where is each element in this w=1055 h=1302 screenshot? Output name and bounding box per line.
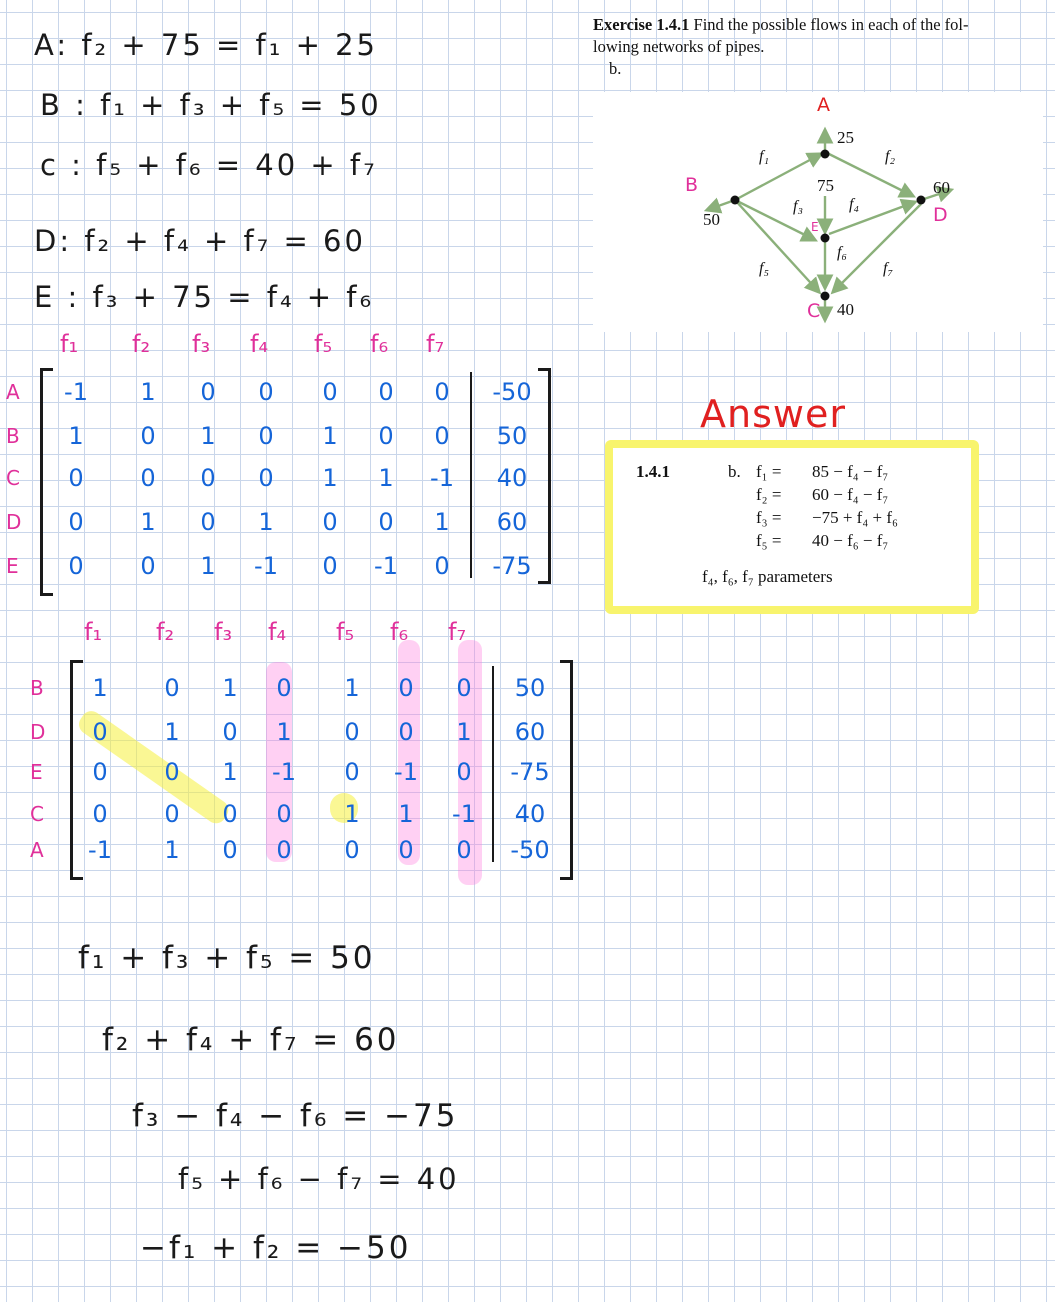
- matrix2-row-label-b: B: [30, 676, 44, 700]
- matrix1-row-label-b: B: [6, 424, 20, 448]
- answer-part: b.: [728, 462, 741, 481]
- matrix1-cell: 0: [140, 422, 156, 450]
- matrix2-cell: 1: [344, 674, 360, 702]
- matrix1-cell: 0: [258, 378, 274, 406]
- matrix2-cell: 0: [164, 674, 180, 702]
- bottom-equation-3: f₃ − f₄ − f₆ = −75: [132, 1098, 459, 1134]
- matrix2-cell: 0: [398, 836, 414, 864]
- matrix2-right-bracket: [560, 660, 573, 880]
- node-label-b: B: [685, 174, 699, 196]
- matrix2-cell: 1: [398, 800, 414, 828]
- node-label-e: E: [811, 220, 819, 234]
- matrix2-cell: 1: [164, 718, 180, 746]
- matrix2-cell: 0: [164, 758, 180, 786]
- matrix1-cell: -1: [374, 552, 398, 580]
- bottom-equation-1: f₁ + f₃ + f₅ = 50: [78, 940, 376, 976]
- pipe-f2: [829, 154, 913, 196]
- network-svg: [593, 92, 1043, 332]
- matrix1-cell: 0: [140, 552, 156, 580]
- node-c: [821, 292, 830, 301]
- matrix1-cell: 0: [258, 422, 274, 450]
- matrix2-cell: 0: [398, 674, 414, 702]
- matrix1-row-label-a: A: [6, 380, 20, 404]
- matrix2-row-label-e: E: [30, 760, 43, 784]
- matrix1-cell: 0: [378, 378, 394, 406]
- matrix2-rhs-cell: 40: [514, 800, 546, 828]
- matrix2-cell: 1: [92, 674, 108, 702]
- answer-heading: Answer: [700, 392, 846, 436]
- equation-node-a: A: f₂ + 75 = f₁ + 25: [34, 28, 378, 62]
- equation-node-c: c : f₅ + f₆ = 40 + f₇: [40, 148, 378, 182]
- edge-label-f5: f₅: [759, 260, 770, 277]
- matrix2-header-f7: f₇: [448, 618, 467, 646]
- exercise-text-line1: Find the possible flows in each of the fol-: [693, 15, 969, 34]
- answer-parameters: f₄, f₆, f₇ parameters: [702, 567, 833, 586]
- matrix2-row-label-a: A: [30, 838, 44, 862]
- matrix2-cell: -1: [452, 800, 476, 828]
- pipe-f5: [735, 200, 819, 292]
- matrix1-cell: 0: [140, 464, 156, 492]
- node-d: [917, 196, 926, 205]
- matrix2-header-f4: f₄: [268, 618, 287, 646]
- matrix2-cell: 1: [222, 758, 238, 786]
- matrix1-cell: -1: [430, 464, 454, 492]
- answer-line-rhs: 85 − f₄ − f₇: [812, 462, 889, 481]
- matrix1-header-f4: f₄: [250, 330, 269, 358]
- matrix2-cell: 0: [456, 758, 472, 786]
- matrix1-cell: 1: [322, 422, 338, 450]
- pipe-f4: [829, 202, 915, 234]
- matrix2-cell: 0: [222, 800, 238, 828]
- pipe-f1: [735, 154, 821, 200]
- node-label-a: A: [817, 94, 830, 116]
- matrix2-cell: 0: [92, 758, 108, 786]
- matrix2-cell: 0: [398, 718, 414, 746]
- equation-node-d: D: f₂ + f₄ + f₇ = 60: [34, 224, 366, 258]
- flow-25: 25: [837, 128, 854, 147]
- matrix2-header-f2: f₂: [156, 618, 175, 646]
- matrix1-header-f6: f₆: [370, 330, 389, 358]
- equation-node-e: E : f₃ + 75 = f₄ + f₆: [34, 280, 375, 314]
- matrix2-rhs-cell: 60: [514, 718, 546, 746]
- answer-line-lhs: f₅ =: [756, 531, 782, 550]
- matrix1-cell: 0: [68, 508, 84, 536]
- matrix1-row-label-d: D: [6, 510, 22, 534]
- matrix1-cell: 0: [200, 464, 216, 492]
- matrix2-cell: -1: [394, 758, 418, 786]
- exercise-heading: Exercise 1.4.1: [593, 15, 690, 34]
- matrix1-rhs-cell: -75: [492, 552, 532, 580]
- matrix1-cell: 1: [258, 508, 274, 536]
- edge-label-f1: f₁: [759, 148, 770, 165]
- matrix1-cell: -1: [64, 378, 88, 406]
- bottom-equation-5: −f₁ + f₂ = −50: [140, 1230, 412, 1266]
- matrix1-cell: 1: [378, 464, 394, 492]
- matrix2-cell: 0: [222, 718, 238, 746]
- matrix2-cell: 1: [276, 718, 292, 746]
- matrix1-cell: 0: [378, 422, 394, 450]
- matrix2-cell: 0: [456, 836, 472, 864]
- matrix2-cell: 0: [456, 674, 472, 702]
- matrix2-rhs-cell: -50: [510, 836, 550, 864]
- edge-label-f7: f₇: [883, 260, 894, 277]
- matrix1-cell: 0: [68, 464, 84, 492]
- matrix2-cell: 1: [456, 718, 472, 746]
- edge-label-f4: f₄: [849, 196, 860, 213]
- matrix1-cell: 1: [140, 378, 156, 406]
- edge-label-f2: f₂: [885, 148, 896, 165]
- matrix2-cell: 0: [222, 836, 238, 864]
- matrix2-row-label-d: D: [30, 720, 46, 744]
- exercise-part: b.: [609, 59, 622, 78]
- matrix1-cell: 0: [200, 378, 216, 406]
- node-a: [821, 150, 830, 159]
- answer-line-rhs: 40 − f₆ − f₇: [812, 531, 889, 550]
- exercise-text-line2: lowing networks of pipes.: [593, 37, 765, 56]
- matrix2-cell: 0: [92, 718, 108, 746]
- matrix2-cell: 0: [344, 758, 360, 786]
- matrix1-cell: 0: [434, 422, 450, 450]
- matrix2-rhs-cell: -75: [510, 758, 550, 786]
- matrix1-rhs-cell: 40: [496, 464, 528, 492]
- matrix2-header-f1: f₁: [84, 618, 103, 646]
- matrix2-header-f6: f₆: [390, 618, 409, 646]
- flow-50: 50: [703, 210, 720, 229]
- matrix1-cell: 0: [378, 508, 394, 536]
- matrix1-cell: 1: [140, 508, 156, 536]
- node-label-c: C: [807, 300, 821, 322]
- matrix1-header-f1: f₁: [60, 330, 79, 358]
- matrix1-row-label-e: E: [6, 554, 19, 578]
- flow-60: 60: [933, 178, 950, 197]
- node-e: [821, 234, 830, 243]
- bottom-equation-2: f₂ + f₄ + f₇ = 60: [102, 1022, 400, 1058]
- matrix1-cell: 1: [200, 422, 216, 450]
- matrix1-cell: 0: [200, 508, 216, 536]
- answer-line-rhs: −75 + f₄ + f₆: [812, 508, 898, 527]
- matrix1-header-f5: f₅: [314, 330, 333, 358]
- matrix1-cell: -1: [254, 552, 278, 580]
- matrix1-cell: 0: [322, 508, 338, 536]
- matrix1-rhs-cell: 60: [496, 508, 528, 536]
- matrix2-row-label-c: C: [30, 802, 44, 826]
- node-label-d: D: [933, 204, 948, 226]
- answer-line-lhs: f₁ =: [756, 462, 782, 481]
- matrix2-cell: 1: [344, 800, 360, 828]
- matrix1-cell: 0: [434, 552, 450, 580]
- answer-line-lhs: f₂ =: [756, 485, 782, 504]
- matrix1-cell: 0: [322, 552, 338, 580]
- answer-number: 1.4.1: [636, 462, 670, 481]
- matrix2-cell: -1: [272, 758, 296, 786]
- edge-label-f6: f₆: [837, 244, 848, 261]
- matrix1-cell: 1: [322, 464, 338, 492]
- matrix2-header-f3: f₃: [214, 618, 233, 646]
- pipe-network-diagram: [593, 92, 1043, 332]
- matrix2-cell: 0: [276, 674, 292, 702]
- matrix2-cell: 1: [164, 836, 180, 864]
- matrix1-cell: 1: [200, 552, 216, 580]
- matrix2-cell: 0: [276, 800, 292, 828]
- matrix1-rhs-cell: 50: [496, 422, 528, 450]
- equation-node-b: B : f₁ + f₃ + f₅ = 50: [40, 88, 382, 122]
- matrix2-cell: -1: [88, 836, 112, 864]
- bottom-equation-4: f₅ + f₆ − f₇ = 40: [178, 1162, 460, 1196]
- matrix2-cell: 0: [92, 800, 108, 828]
- exercise-statement: [593, 14, 1043, 80]
- matrix2-cell: 0: [276, 836, 292, 864]
- matrix1-cell: 1: [68, 422, 84, 450]
- answer-line-rhs: 60 − f₄ − f₇: [812, 485, 889, 504]
- matrix2-cell: 1: [222, 674, 238, 702]
- edge-label-f3: f₃: [793, 198, 804, 215]
- matrix1-header-f7: f₇: [426, 330, 445, 358]
- matrix1-cell: 0: [258, 464, 274, 492]
- matrix2-cell: 0: [344, 718, 360, 746]
- matrix2-header-f5: f₅: [336, 618, 355, 646]
- matrix1-cell: 1: [434, 508, 450, 536]
- matrix1-cell: 0: [68, 552, 84, 580]
- matrix1-cell: 0: [434, 378, 450, 406]
- matrix1-header-f2: f₂: [132, 330, 151, 358]
- flow-40: 40: [837, 300, 854, 319]
- matrix1-cell: 0: [322, 378, 338, 406]
- answer-line-lhs: f₃ =: [756, 508, 782, 527]
- node-b: [731, 196, 740, 205]
- matrix1-row-label-c: C: [6, 466, 20, 490]
- matrix2-rhs-cell: 50: [514, 674, 546, 702]
- matrix2-cell: 0: [164, 800, 180, 828]
- matrix1-rhs-cell: -50: [492, 378, 532, 406]
- matrix2-cell: 0: [344, 836, 360, 864]
- matrix1-header-f3: f₃: [192, 330, 211, 358]
- flow-75: 75: [817, 176, 834, 195]
